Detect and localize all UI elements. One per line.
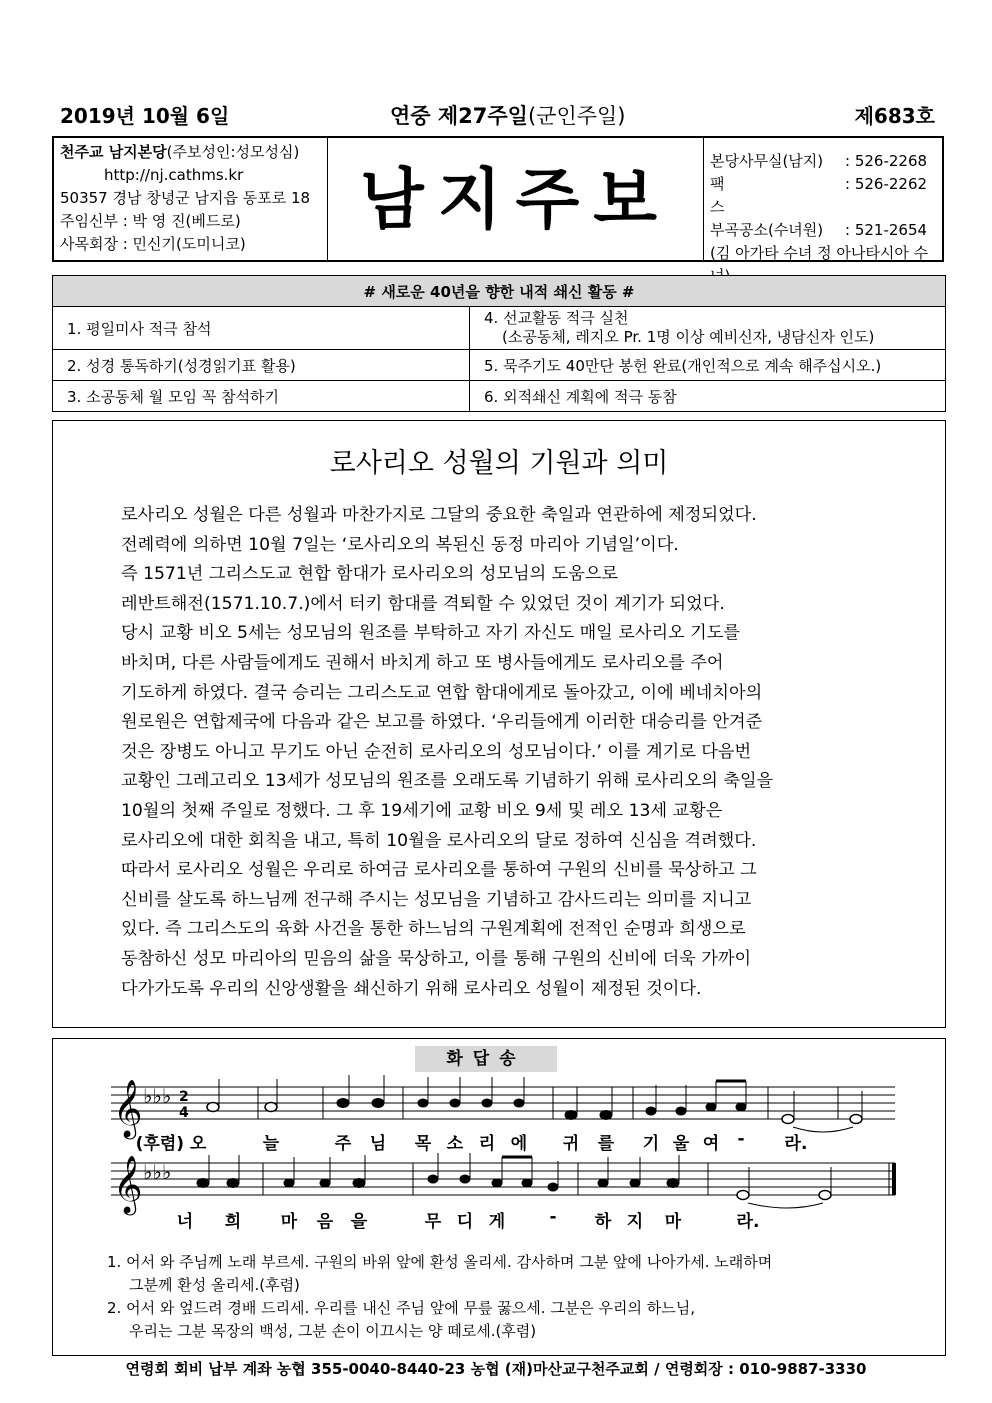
notes-2 (197, 1153, 831, 1208)
lyric-syllable: 목 (414, 1134, 432, 1154)
treble-clef-icon: 𝄞 (113, 1079, 143, 1137)
article-line: 당시 교황 비오 5세는 성모님의 원조를 부탁하고 자기 자신도 매일 로사리오 기도를 (121, 623, 740, 644)
parish-patron: (주보성인:성모성심) (166, 143, 300, 161)
psalm-title: 화답송 (415, 1046, 557, 1072)
issue-number: 제683호 (854, 104, 935, 128)
article-title: 로사리오 성월의 기원과 의미 (329, 448, 669, 479)
article-line: 원로원은 연합제국에 다음과 같은 보고를 하였다. ‘우리들에게 이러한 대승리를 안겨준 (121, 712, 763, 733)
article-body (121, 501, 941, 1004)
article-line: 바치며, 다른 사람들에게도 권해서 바치게 하고 또 병사들에게도 로사리오를 주어 (121, 652, 724, 673)
staff-1 (111, 1087, 895, 1119)
psalm-verses (107, 1251, 772, 1343)
article-line: 동참하신 성모 마리아의 믿음의 삶을 묵상하고, 이를 통해 구원의 신비에 더욱 가까이 (121, 948, 752, 969)
lyric-syllable: 게 (488, 1212, 506, 1232)
lyric-syllable: - (549, 1207, 557, 1227)
parish-address: 50357 경남 창녕군 남지읍 동포로 18 (60, 189, 311, 207)
lyric-syllable: 희 (224, 1212, 242, 1232)
article-line: 교황인 그레고리오 13세가 성모님의 원조를 오래도록 기념하기 위해 로사리오의 축일을 (121, 771, 774, 792)
flat-icon: ♭♭♭ (143, 1084, 172, 1108)
lyric-syllable: 울 (672, 1134, 690, 1154)
verse-line: 그분께 환성 올리세.(후렴) (129, 1276, 300, 1294)
lyric-syllable: (후렴) 오 (135, 1134, 207, 1154)
contact-sisters: (김 아가타 수녀 정 아나타시아 수 (710, 244, 929, 262)
activities-heading: # 새로운 40년을 향한 내적 쇄신 활동 # (53, 276, 946, 307)
parish-chairman: 사목회장 : 민신기(도미니코) (60, 235, 246, 253)
verse-line: 2. 어서 와 엎드려 경배 드리세. 우리를 내신 주님 앞에 무릎 꿇으세. 그분은 우리의 하느님, (107, 1299, 696, 1317)
lyric-syllable: 를 (597, 1134, 615, 1154)
verse-line: 1. 어서 와 주님께 노래 부르세. 구원의 바위 앞에 환성 올리세. 감사하며 그분 앞에 나아가세. 노래하며 (107, 1253, 773, 1271)
lyric-syllable: 님 (369, 1134, 387, 1154)
lyric-syllable: 지 (626, 1212, 644, 1232)
article-line: 따라서 로사리오 성월은 우리로 하여금 로사리오를 통하여 구원의 신비를 묵상하고 그 (121, 860, 757, 881)
lyric-syllable: 리 (478, 1134, 496, 1154)
contact-office: 본당사무실(남지) : 526-2268 (710, 152, 928, 170)
staff-2 (111, 1163, 895, 1195)
lyric-syllable: 에 (510, 1134, 528, 1154)
masthead (52, 136, 944, 262)
parish-url[interactable]: http://nj.cathms.kr (104, 166, 244, 184)
lyric-syllable: 마 (280, 1212, 298, 1232)
article-line: 다가가도록 우리의 신앙생활을 쇄신하기 위해 로사리오 성월이 제정된 것이다. (121, 978, 702, 999)
article-line: 즉 1571년 그리스도교 현합 함대가 로사리오의 성모님의 도움으로 (121, 564, 619, 585)
activities-table (52, 275, 946, 412)
lyric-syllable: 디 (456, 1212, 474, 1232)
lyric-syllable: 귀 (562, 1134, 580, 1154)
article-line: 것은 장병도 아니고 무기도 아닌 순전히 로사리오의 성모님이다.’ 이를 계기로 다음번 (121, 741, 752, 762)
activity-item: 1. 평일미사 적극 참석 (53, 307, 470, 350)
time-sig-bottom: 4 (179, 1105, 189, 1121)
lyric-syllable: 라. (784, 1134, 808, 1154)
article-line: 있다. 즉 그리스도의 육화 사건을 통한 하느님의 구원계획에 전적인 순명과 희생으로 (121, 919, 746, 940)
lyrics-line-1 (53, 1129, 945, 1159)
activity-item: 5. 묵주기도 40만단 봉헌 완료(개인적으로 계속 해주십시오.) (470, 350, 946, 381)
article-line: 전례력에 의하면 10월 7일는 ‘로사리오의 복된신 동정 마리아 기념일’이다. (121, 534, 679, 555)
date-row (55, 100, 935, 132)
lyric-syllable: 주 (334, 1134, 352, 1154)
flat-icon-2: ♭♭♭ (143, 1160, 172, 1184)
verse-line: 우리는 그분 목장의 백성, 그분 손이 이끄시는 양 떼로세.(후렴) (129, 1322, 537, 1340)
lyric-syllable: 기 (642, 1134, 660, 1154)
activity-item: 4. 선교활동 적극 실천 (소공동체, 레지오 Pr. 1명 이상 예비신자, 냉담신자 인도) (470, 307, 946, 350)
lyric-syllable: 늘 (262, 1134, 280, 1154)
article-line: 신비를 살도록 하느님께 전구해 주시는 성모님을 기념하고 감사드리는 의미를 지니고 (121, 889, 752, 910)
parish-info (54, 138, 328, 260)
lyric-syllable: 무 (424, 1212, 442, 1232)
contact-mission: 부곡공소(수녀원) : 521-2654 (710, 221, 928, 239)
treble-clef-icon-2: 𝄞 (113, 1155, 143, 1213)
contact-info (704, 138, 942, 260)
article-line: 기도하게 하였다. 결국 승리는 그리스도교 연합 함대에게로 돌아갔고, 이에 베네치아의 (121, 682, 763, 703)
lyric-syllable: 소 (446, 1134, 464, 1154)
parish-pastor: 주임신부 : 박 영 진(베드로) (60, 212, 241, 230)
lyrics-line-2 (53, 1207, 945, 1237)
bulletin-title: 남지주보 (328, 138, 704, 260)
lyric-syllable: 을 (350, 1212, 368, 1232)
article-line: 로사리오에 대한 회칙을 내고, 특히 10월을 로사리오의 달로 정하여 신심을 격려했다. (121, 830, 757, 851)
activity-item: 3. 소공동체 월 모임 꼭 참석하기 (53, 381, 470, 412)
lyric-syllable: 여 (702, 1134, 720, 1154)
lyric-syllable: - (737, 1129, 745, 1149)
parish-name: 천주교 남지본당 (60, 143, 167, 161)
article-line: 10월의 첫째 주일로 정했다. 그 후 19세기에 교황 비오 9세 및 레오 13세 교황은 (121, 800, 723, 821)
article-line: 레반트해전(1571.10.7.)에서 터키 함대를 격퇴할 수 있었던 것이 계기가 되었다. (121, 593, 725, 614)
lyric-syllable: 하 (594, 1212, 612, 1232)
week-subtitle: (군인주일) (527, 104, 626, 128)
time-sig-top: 2 (179, 1089, 189, 1105)
lyric-syllable: 너 (176, 1212, 194, 1232)
lyric-syllable: 라. (736, 1212, 760, 1232)
article-box (52, 420, 946, 1028)
contact-fax: 팩스 : 526-2262 (710, 175, 928, 216)
footer-account-info: 연령회 회비 납부 계좌 농협 355-0040-8440-23 농협 (재)마산교구천주교회 / 연령회장 : 010-9887-3330 (125, 1360, 867, 1378)
activity-item: 2. 성경 통독하기(성경읽기표 활용) (53, 350, 470, 381)
lyric-syllable: 음 (316, 1212, 334, 1232)
liturgical-week (390, 100, 626, 130)
activity-item: 6. 외적쇄신 계획에 적극 동참 (470, 381, 946, 412)
psalm-box (52, 1038, 946, 1356)
article-line: 로사리오 성월은 다른 성월과 마찬가지로 그달의 중요한 축일과 연관하에 제정되었다. (121, 505, 757, 525)
lyric-syllable: 마 (664, 1212, 682, 1232)
week-title: 연중 제27주일 (390, 104, 528, 128)
issue-date: 2019년 10월 6일 (60, 104, 230, 128)
